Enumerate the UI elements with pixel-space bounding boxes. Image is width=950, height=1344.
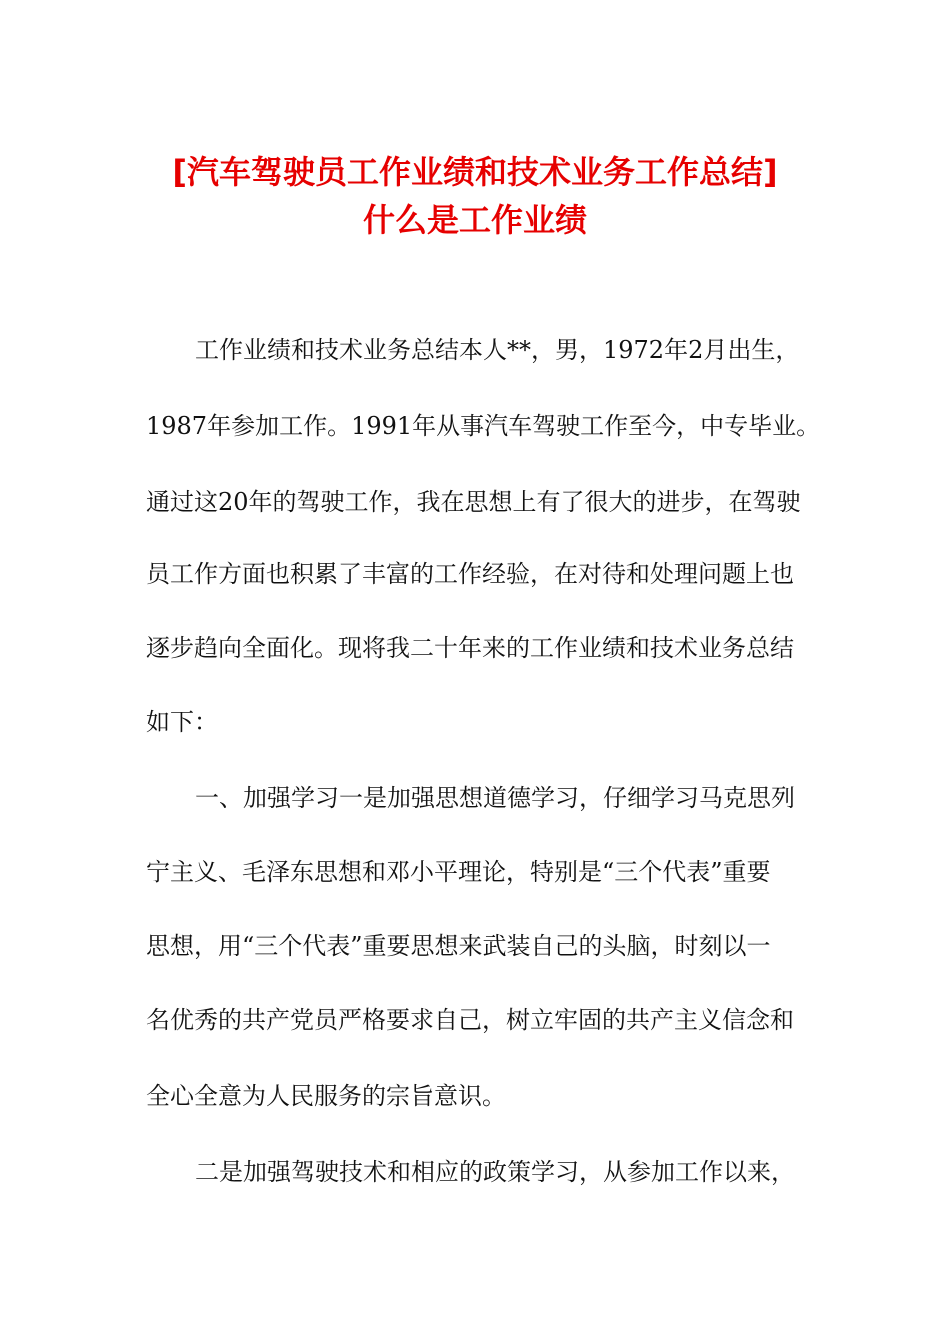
paragraph-2-line-1: 一、加强学习一是加强思想道德学习，仔细学习马克思列 [195,784,795,812]
paragraph-2-line-4: 名优秀的共产党员严格要求自己，树立牢固的共产主义信念和 [146,1006,794,1034]
document-title-line-1: [汽车驾驶员工作业绩和技术业务工作总结] [172,153,778,191]
paragraph-1-line-3: 通过这20年的驾驶工作，我在思想上有了很大的进步，在驾驶 [146,488,801,516]
paragraph-1-line-1: 工作业绩和技术业务总结本人**，男，1972年2月出生， [195,336,800,364]
document-title-line-2: 什么是工作业绩 [362,201,587,239]
paragraph-3-line-1: 二是加强驾驶技术和相应的政策学习，从参加工作以来， [195,1158,795,1186]
paragraph-2-line-5: 全心全意为人民服务的宗旨意识。 [146,1082,506,1110]
paragraph-1-line-2: 1987年参加工作。1991年从事汽车驾驶工作至今，中专毕业。 [146,412,821,440]
paragraph-1-line-4: 员工作方面也积累了丰富的工作经验，在对待和处理问题上也 [146,560,794,588]
paragraph-1-line-6: 如下： [146,708,218,736]
paragraph-2-line-2: 宁主义、毛泽东思想和邓小平理论，特别是“三个代表”重要 [146,858,771,886]
paragraph-1-line-5: 逐步趋向全面化。现将我二十年来的工作业绩和技术业务总结 [146,634,794,662]
paragraph-2-line-3: 思想，用“三个代表”重要思想来武装自己的头脑，时刻以一 [146,932,771,960]
